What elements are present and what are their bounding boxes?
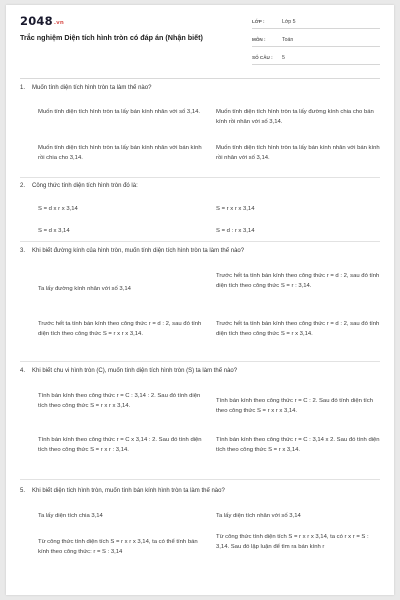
meta-row-count <box>252 51 380 65</box>
meta-row-grade <box>252 15 380 29</box>
answer-option-c[interactable]: Trước hết ta tính bán kính theo công thức r = d : 2, sau đó tính diện tích theo công thức S = r x r x 3,14. <box>38 321 202 337</box>
answer-option-b[interactable]: Trước hết ta tính bán kính theo công thức r = d : 2, sau đó tính diện tích theo công thức S = r : 3,14. <box>216 273 380 289</box>
question-text <box>20 183 138 189</box>
question-prompt: Khi biết đường kính của hình tròn, muốn tính diện tích hình tròn ta làm thế nào? <box>32 248 245 254</box>
answer-option-d[interactable]: Từ công thức tính diện tích S = r x r x 3,14, ta có r x r = S : 3,14. Sau đó lập luận để tìm ra bán kính r <box>216 534 369 550</box>
answer-option-a[interactable]: Ta lấy đường kính nhân với số 3,14 <box>38 286 131 292</box>
question-prompt: Khi biết chu vi hình tròn (C), muốn tính diện tích hình tròn (S) ta làm thế nào? <box>32 368 238 374</box>
answer-option-c[interactable]: S = d x 3,14 <box>38 228 70 234</box>
meta-info <box>252 15 380 69</box>
meta-value: 5 <box>282 54 285 61</box>
question-separator <box>20 241 380 242</box>
meta-value: Lớp 5 <box>282 18 296 25</box>
header-divider <box>20 78 380 79</box>
answer-option-d[interactable]: Trước hết ta tính bán kính theo công thức r = d : 2, sau đó tính diện tích theo công thức S = r x 3,14. <box>216 321 380 337</box>
question-number: 5. <box>20 488 26 494</box>
answer-option-c[interactable]: Từ công thức tính diện tích S = r x r x 3,14, ta có thể tính bán kính theo công thức: r = S : 3,14 <box>38 539 198 555</box>
document-header <box>6 5 394 67</box>
answer-option-b[interactable]: Tính bán kính theo công thức r = C : 2. Sau đó tính diện tích theo công thức S = r x r x 3,14. <box>216 398 374 414</box>
logo-text: 2048 <box>20 14 53 28</box>
question-prompt: Công thức tính diện tích hình tròn đó là: <box>32 183 138 189</box>
answer-option-d[interactable]: Tính bán kính theo công thức r = C : 3,14 x 2. Sau đó tính diện tích theo công thức S = r x 3,14. <box>216 437 380 453</box>
question-separator <box>20 361 380 362</box>
answer-option-a[interactable]: Ta lấy diện tích chia 3,14 <box>38 513 103 519</box>
document-page <box>6 5 394 595</box>
question-number: 3. <box>20 248 26 254</box>
answer-option-d[interactable]: S = d : r x 3,14 <box>216 228 255 234</box>
document-title: Trắc nghiệm Diện tích hình tròn có đáp án (Nhận biết) <box>20 33 203 42</box>
question-number: 2. <box>20 183 26 189</box>
answer-option-b[interactable]: Muốn tính diện tích hình tròn ta lấy đường kính chia cho bán kính rồi nhân với số 3,14. <box>216 109 374 125</box>
answer-option-a[interactable]: Muốn tính diện tích hình tròn ta lấy bán kính nhân với số 3,14. <box>38 109 201 115</box>
meta-row-subject <box>252 33 380 47</box>
answer-option-b[interactable]: Ta lấy diện tích nhân với số 3,14 <box>216 513 301 519</box>
answer-option-c[interactable]: Muốn tính diện tích hình tròn ta lấy bán kính nhân với bán kính rồi chia cho 3,14. <box>38 145 202 161</box>
question-text <box>20 368 237 374</box>
question-text <box>20 85 151 91</box>
question-text <box>20 248 244 254</box>
answer-option-a[interactable]: S = d x r x 3,14 <box>38 206 78 212</box>
meta-label: LỚP : <box>252 19 265 24</box>
answer-option-a[interactable]: Tính bán kính theo công thức r = C : 3,14 : 2. Sau đó tính diện tích theo công thức S = r x r x 3,14. <box>38 393 201 409</box>
answer-option-d[interactable]: Muốn tính diện tích hình tròn ta lấy bán kính nhân với bán kính rồi nhân với số 3,14. <box>216 145 380 161</box>
answer-option-b[interactable]: S = r x r x 3,14 <box>216 206 255 212</box>
meta-label: MÔN : <box>252 37 266 42</box>
question-separator <box>20 177 380 178</box>
meta-label: SỐ CÂU : <box>252 55 273 60</box>
question-number: 4. <box>20 368 26 374</box>
meta-value: Toán <box>282 36 294 43</box>
site-logo[interactable] <box>20 14 64 28</box>
logo-suffix: .vn <box>53 20 65 26</box>
answer-option-c[interactable]: Tính bán kính theo công thức r = C x 3,14 : 2. Sau đó tính diện tích theo công thức S = r x r : 3,14. <box>38 437 202 453</box>
question-prompt: Khi biết diện tích hình tròn, muốn tính bán kính hình tròn ta làm thế nào? <box>32 488 225 494</box>
question-text <box>20 488 225 494</box>
question-number: 1. <box>20 85 26 91</box>
question-separator <box>20 479 380 480</box>
question-prompt: Muốn tính diện tích hình tròn ta làm thế nào? <box>32 85 152 91</box>
